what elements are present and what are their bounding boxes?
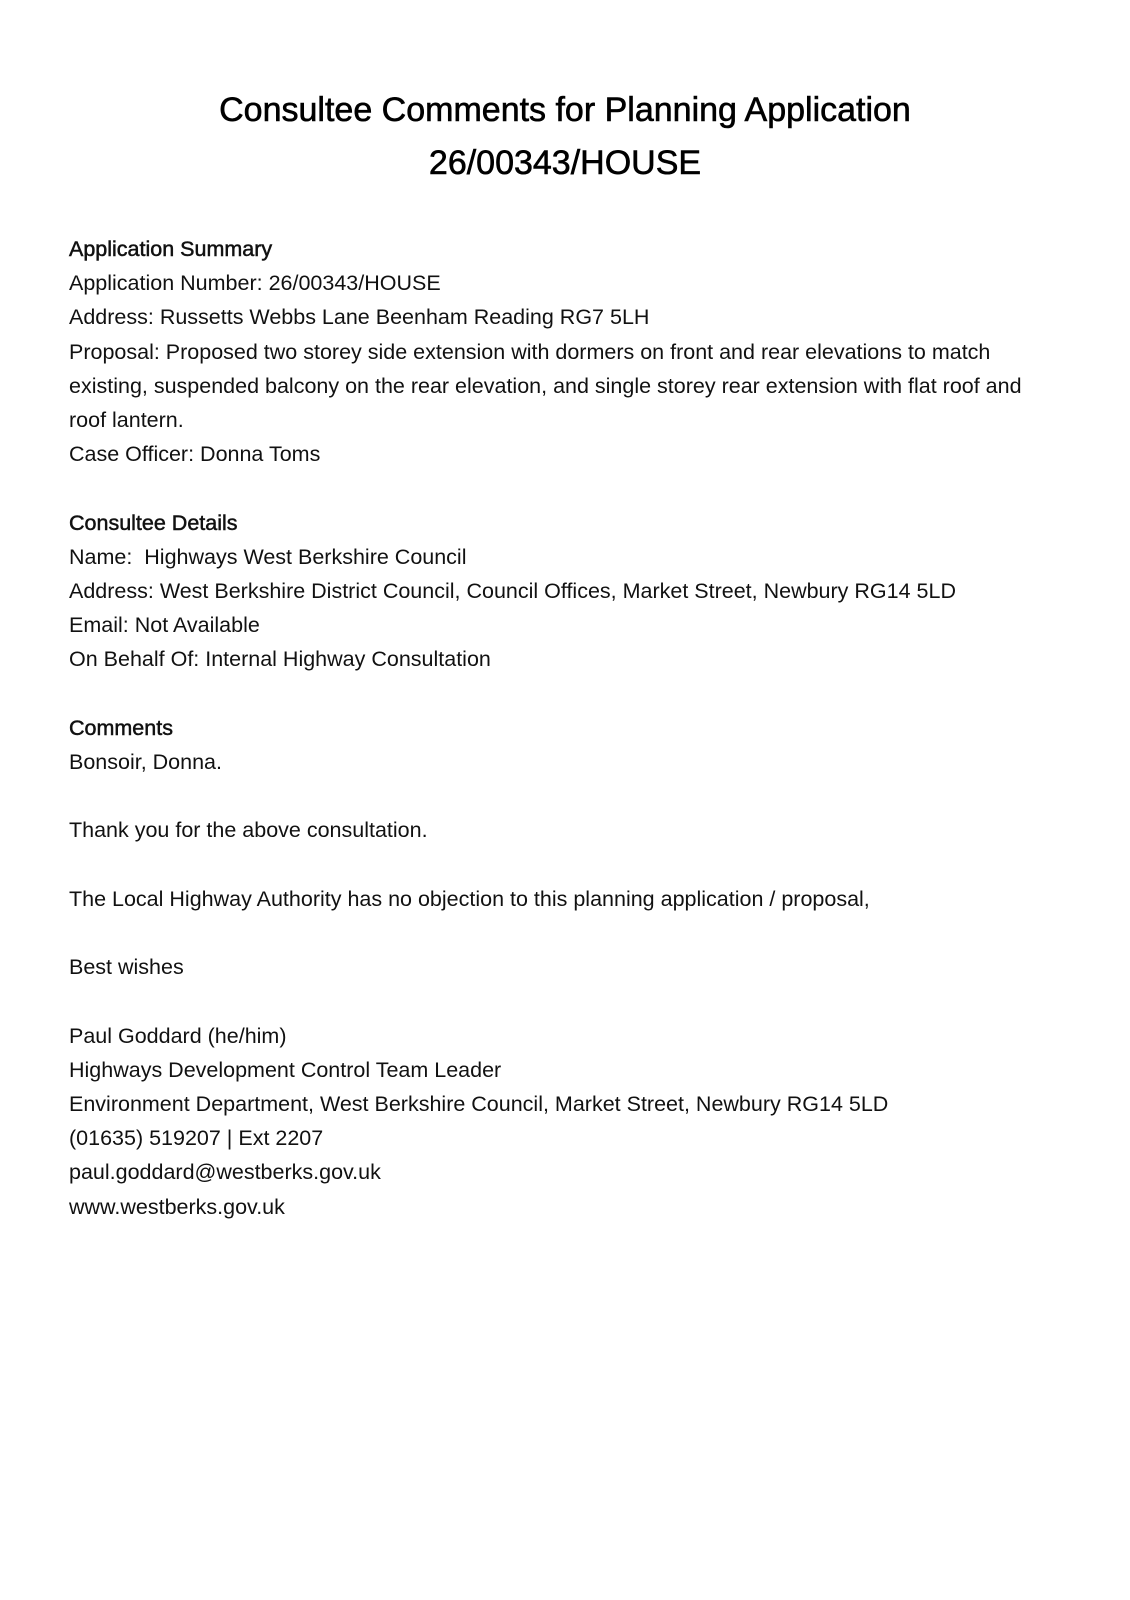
comments-section (69, 711, 1069, 1224)
title-line-1: Consultee Comments for Planning Application (219, 91, 911, 129)
application-summary-section (69, 232, 1069, 471)
signature-email: paul.goddard@westberks.gov.uk (69, 1160, 381, 1185)
consultee-details-heading: Consultee Details (69, 510, 238, 535)
comments-heading: Comments (69, 715, 173, 740)
signature-block (69, 1019, 1069, 1224)
spacer (69, 471, 1069, 505)
title-line-2: 26/00343/HOUSE (428, 144, 702, 182)
application-summary-heading: Application Summary (69, 237, 273, 261)
consultee-name: Name: Highways West Berkshire Council (69, 544, 467, 569)
spacer (69, 916, 1069, 950)
comment-greeting: Bonsoir, Donna. (69, 750, 222, 775)
application-number: Application Number: 26/00343/HOUSE (69, 271, 441, 296)
signature-website: www.westberks.gov.uk (69, 1194, 285, 1219)
consultee-address: Address: West Berkshire District Council, Council Offices, Market Street, Newbury RG14 5LD (69, 579, 956, 604)
application-address: Address: Russetts Webbs Lane Beenham Reading RG7 5LH (69, 305, 650, 330)
document-body (69, 232, 1069, 1224)
consultee-email: Email: Not Available (69, 613, 260, 638)
case-officer: Case Officer: Donna Toms (69, 442, 321, 467)
application-proposal: Proposal: Proposed two storey side extension with dormers on front and rear elevations to match existing, suspended balcony on the rear elevation, and single storey rear extension with flat roof and roof lantern. (69, 339, 1022, 433)
document-title (0, 84, 1130, 190)
signature-department: Environment Department, West Berkshire Council, Market Street, Newbury RG14 5LD (69, 1091, 889, 1116)
consultee-details-section (69, 506, 1069, 677)
spacer (69, 677, 1069, 711)
comment-thanks: Thank you for the above consultation. (69, 818, 428, 843)
comment-statement: The Local Highway Authority has no objection to this planning application / proposal, (69, 886, 870, 911)
signature-phone: (01635) 519207 | Ext 2207 (69, 1126, 324, 1151)
consultee-on-behalf-of: On Behalf Of: Internal Highway Consultation (69, 647, 491, 672)
spacer (69, 848, 1069, 882)
comment-signoff: Best wishes (69, 955, 184, 980)
signature-role: Highways Development Control Team Leader (69, 1057, 502, 1082)
spacer (69, 984, 1069, 1018)
spacer (69, 779, 1069, 813)
signature-name: Paul Goddard (he/him) (69, 1023, 287, 1048)
